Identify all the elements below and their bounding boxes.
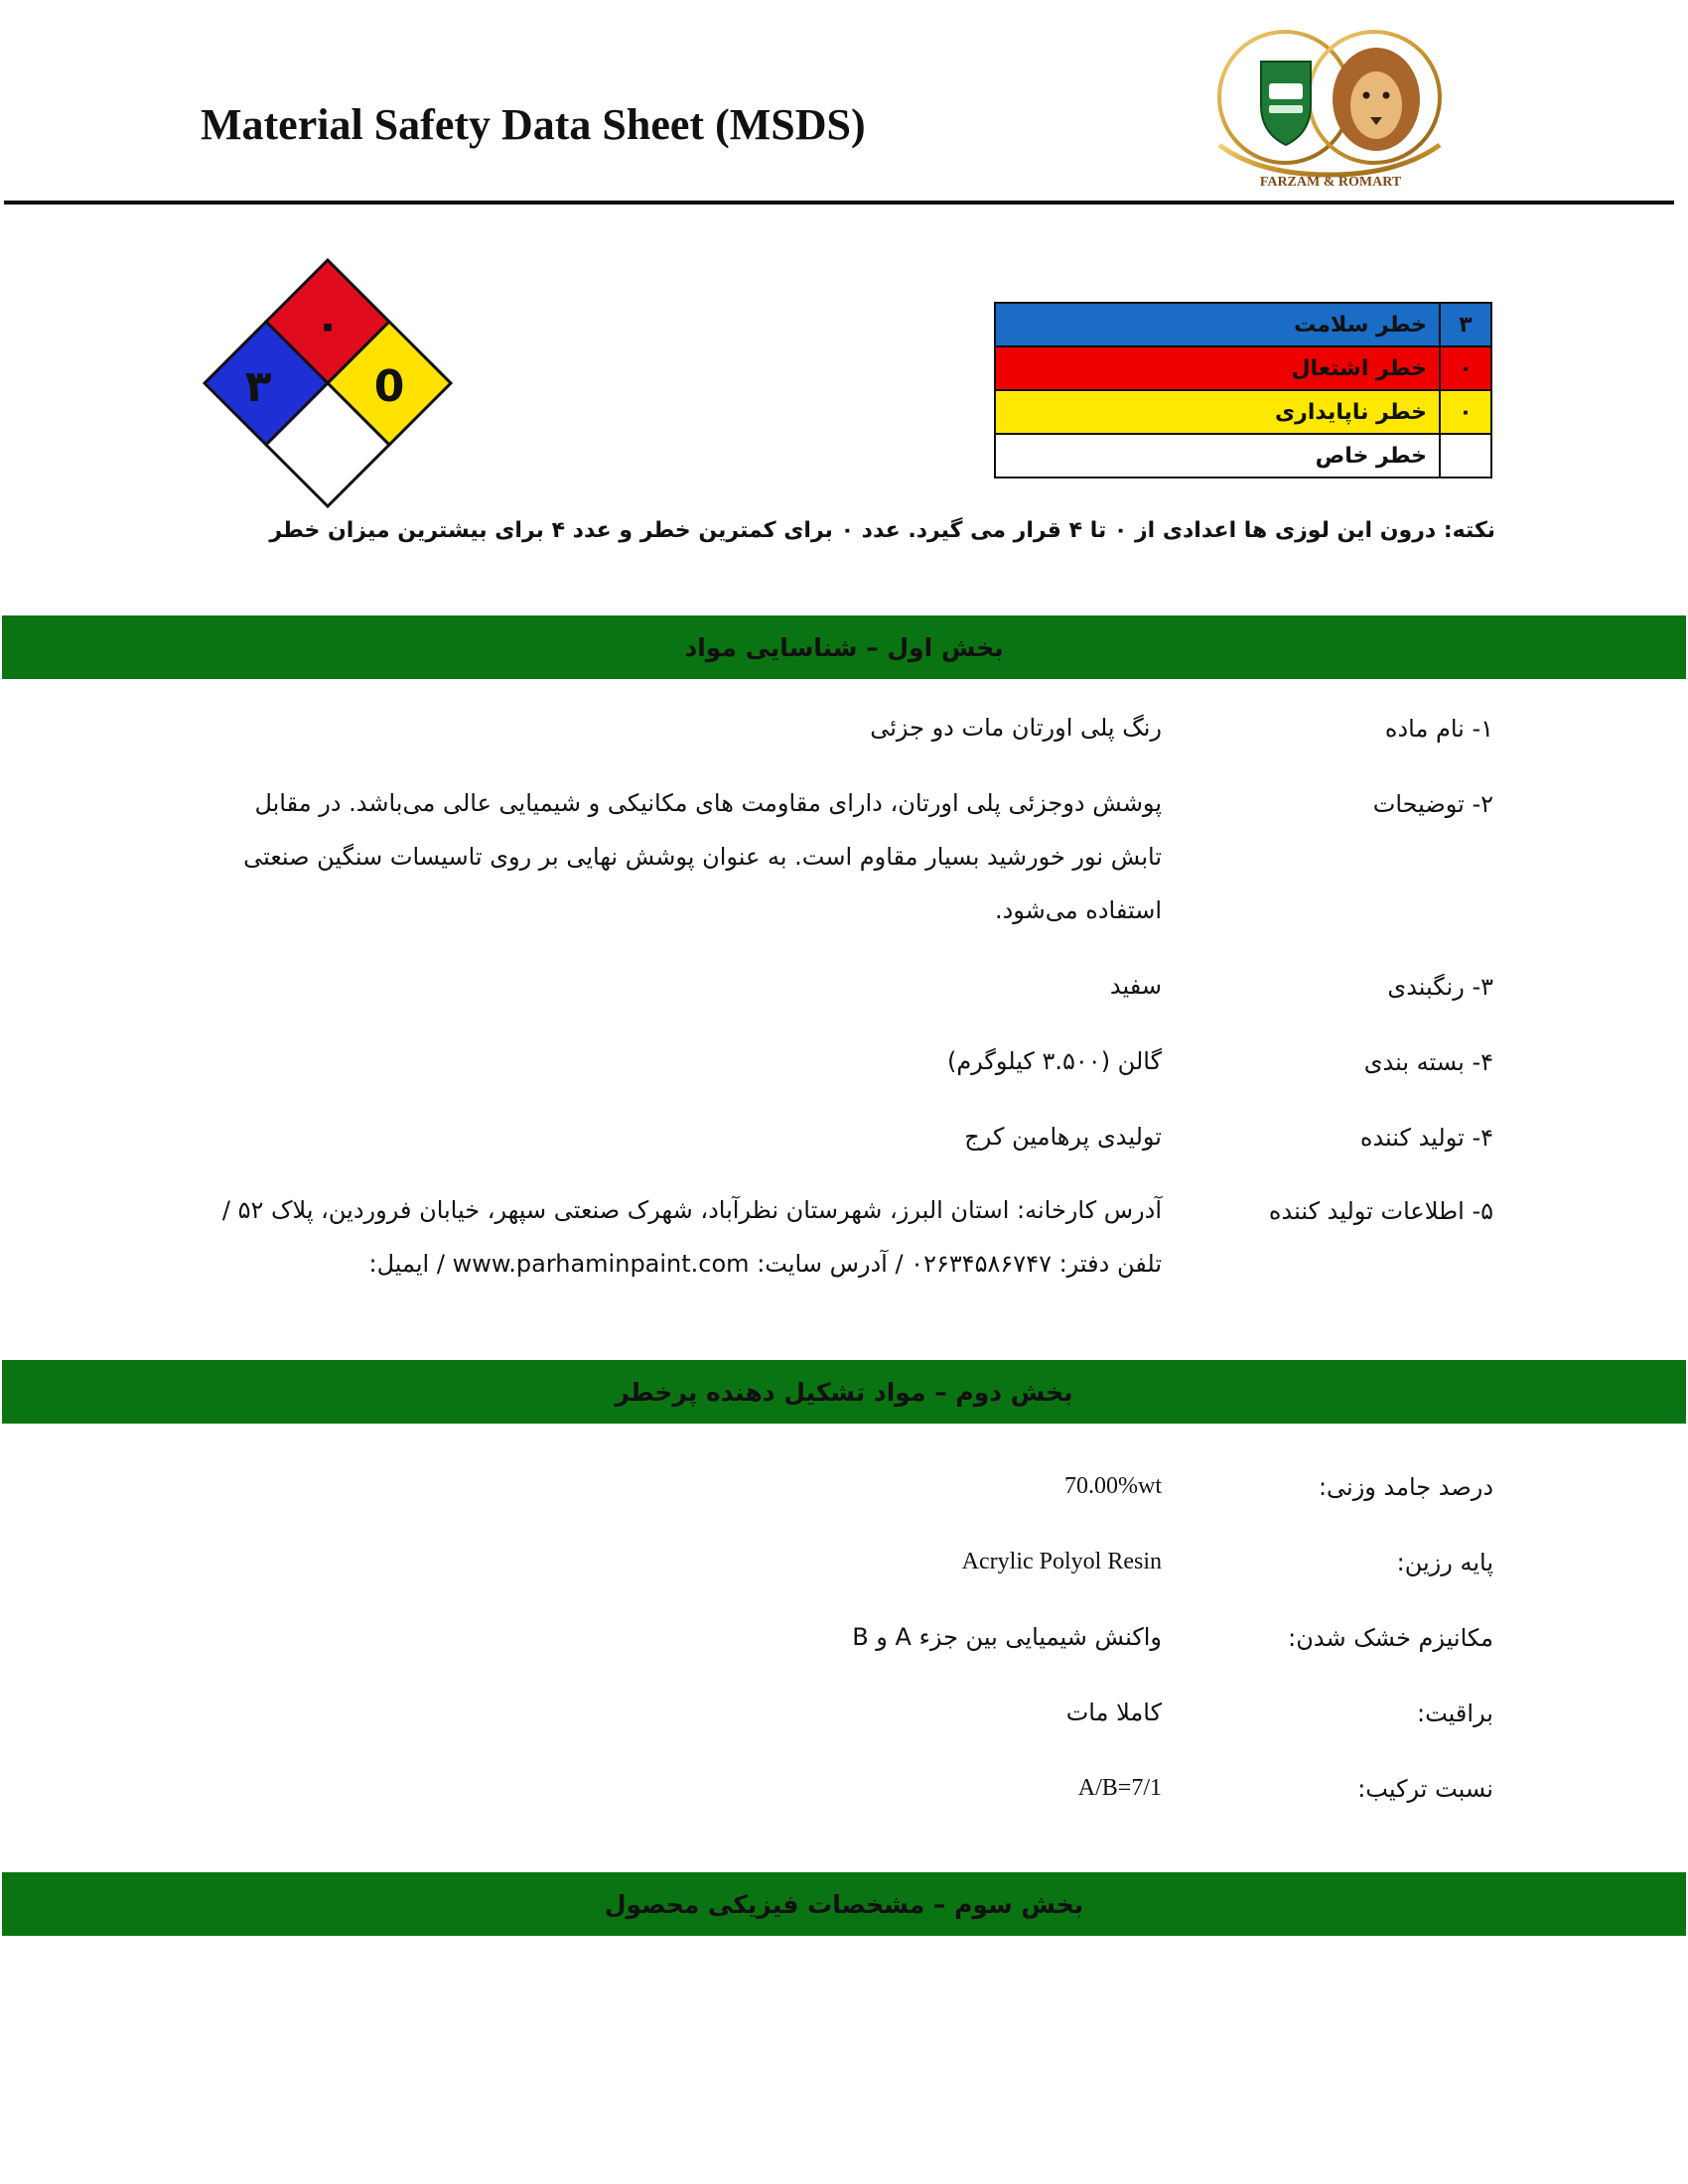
section2-header bbox=[2, 1360, 1686, 1424]
manufacturer-label: ۴- تولید کننده bbox=[1359, 1124, 1493, 1152]
packaging-value: گالن (۳.۵۰۰ کیلوگرم) bbox=[946, 1047, 1162, 1075]
description-value: پوشش دوجزئی پلی اورتان، دارای مقاومت های مکانیکی و شیمیایی عالی می‌باشد. در مقابل تابش نور خورشید بسیار مقاوم است. به عنوان پوشش نهایی بر روی تاسیسات سنگین صنعتی استفاده می‌شود. bbox=[243, 789, 1162, 924]
header-divider bbox=[4, 201, 1674, 205]
material-name-label: ۱- نام ماده bbox=[1384, 715, 1493, 743]
nfpa-hazard-diamond bbox=[197, 256, 459, 518]
manufacturer-value: تولیدی پرهامین کرج bbox=[964, 1123, 1162, 1151]
description-label: ۲- توضیحات bbox=[1372, 790, 1493, 818]
manufacturer-info-value: آدرس کارخانه: استان البرز، شهرستان نظرآباد، شهرک صنعتی سپهر، خیابان فروردین، پلاک ۵۲ / تلفن دفتر: ۰۲۶۳۴۵۸۶۷۴۷ / آدرس سایت: www.parhaminpaint.com / ایمیل: bbox=[221, 1196, 1162, 1278]
company-logo bbox=[1199, 26, 1460, 195]
hazard-row bbox=[995, 303, 1491, 346]
hazard-row bbox=[995, 390, 1491, 434]
drying-mechanism-label: مکانیزم خشک شدن: bbox=[1288, 1624, 1493, 1652]
hazard-value bbox=[1440, 434, 1491, 478]
solid-content-label: درصد جامد وزنی: bbox=[1318, 1473, 1493, 1501]
logo-caption: FARZAM & ROMART bbox=[1259, 175, 1402, 190]
section2-title: بخش دوم – مواد تشکیل دهنده پرخطر bbox=[615, 1377, 1073, 1407]
color-label: ۳- رنگبندی bbox=[1387, 973, 1493, 1001]
flammability-rating: ۰ bbox=[314, 300, 342, 350]
section1-title: بخش اول – شناسایی مواد bbox=[684, 632, 1004, 662]
hazard-legend-table bbox=[994, 302, 1492, 478]
hazard-label: خطر اشتعال bbox=[995, 346, 1440, 390]
material-name-value: رنگ پلی اورتان مات دو جزئی bbox=[870, 714, 1162, 742]
hazard-label: خطر ناپایداری bbox=[995, 390, 1440, 434]
color-value: سفید bbox=[1109, 972, 1162, 1000]
solid-content-value: 70.00%wt bbox=[1064, 1473, 1162, 1499]
section3-title: بخش سوم – مشخصات فیزیکی محصول bbox=[604, 1889, 1084, 1919]
hazard-value: ۰ bbox=[1440, 346, 1491, 390]
resin-base-value: Acrylic Polyol Resin bbox=[961, 1549, 1162, 1574]
instability-rating: 0 bbox=[373, 361, 405, 412]
drying-mechanism-value: واکنش شیمیایی بین جزء A و B bbox=[852, 1623, 1162, 1651]
hazard-value: ۳ bbox=[1440, 303, 1491, 346]
mix-ratio-value: A/B=7/1 bbox=[1077, 1775, 1162, 1801]
gloss-value: کاملا مات bbox=[1065, 1699, 1162, 1726]
health-rating: ۳ bbox=[244, 361, 272, 412]
resin-base-label: پایه رزین: bbox=[1396, 1549, 1493, 1576]
hazard-note: نکته: درون این لوزی ها اعدادی از ۰ تا ۴ قرار می گیرد. عدد ۰ برای کمترین خطر و عدد ۴ برای بیشترین میزان خطر bbox=[269, 518, 1495, 543]
hazard-label: خطر خاص bbox=[995, 434, 1440, 478]
manufacturer-info-label: ۵- اطلاعات تولید کننده bbox=[1268, 1197, 1493, 1225]
gloss-label: براقیت: bbox=[1417, 1700, 1493, 1727]
mix-ratio-label: نسبت ترکیب: bbox=[1357, 1775, 1493, 1803]
hazard-row bbox=[995, 434, 1491, 478]
section1-header bbox=[2, 615, 1686, 679]
hazard-value: ۰ bbox=[1440, 390, 1491, 434]
hazard-label: خطر سلامت bbox=[995, 303, 1440, 346]
hazard-row bbox=[995, 346, 1491, 390]
packaging-label: ۴- بسته بندی bbox=[1363, 1048, 1493, 1076]
section3-header bbox=[2, 1872, 1686, 1936]
document-title: Material Safety Data Sheet (MSDS) bbox=[201, 100, 866, 149]
